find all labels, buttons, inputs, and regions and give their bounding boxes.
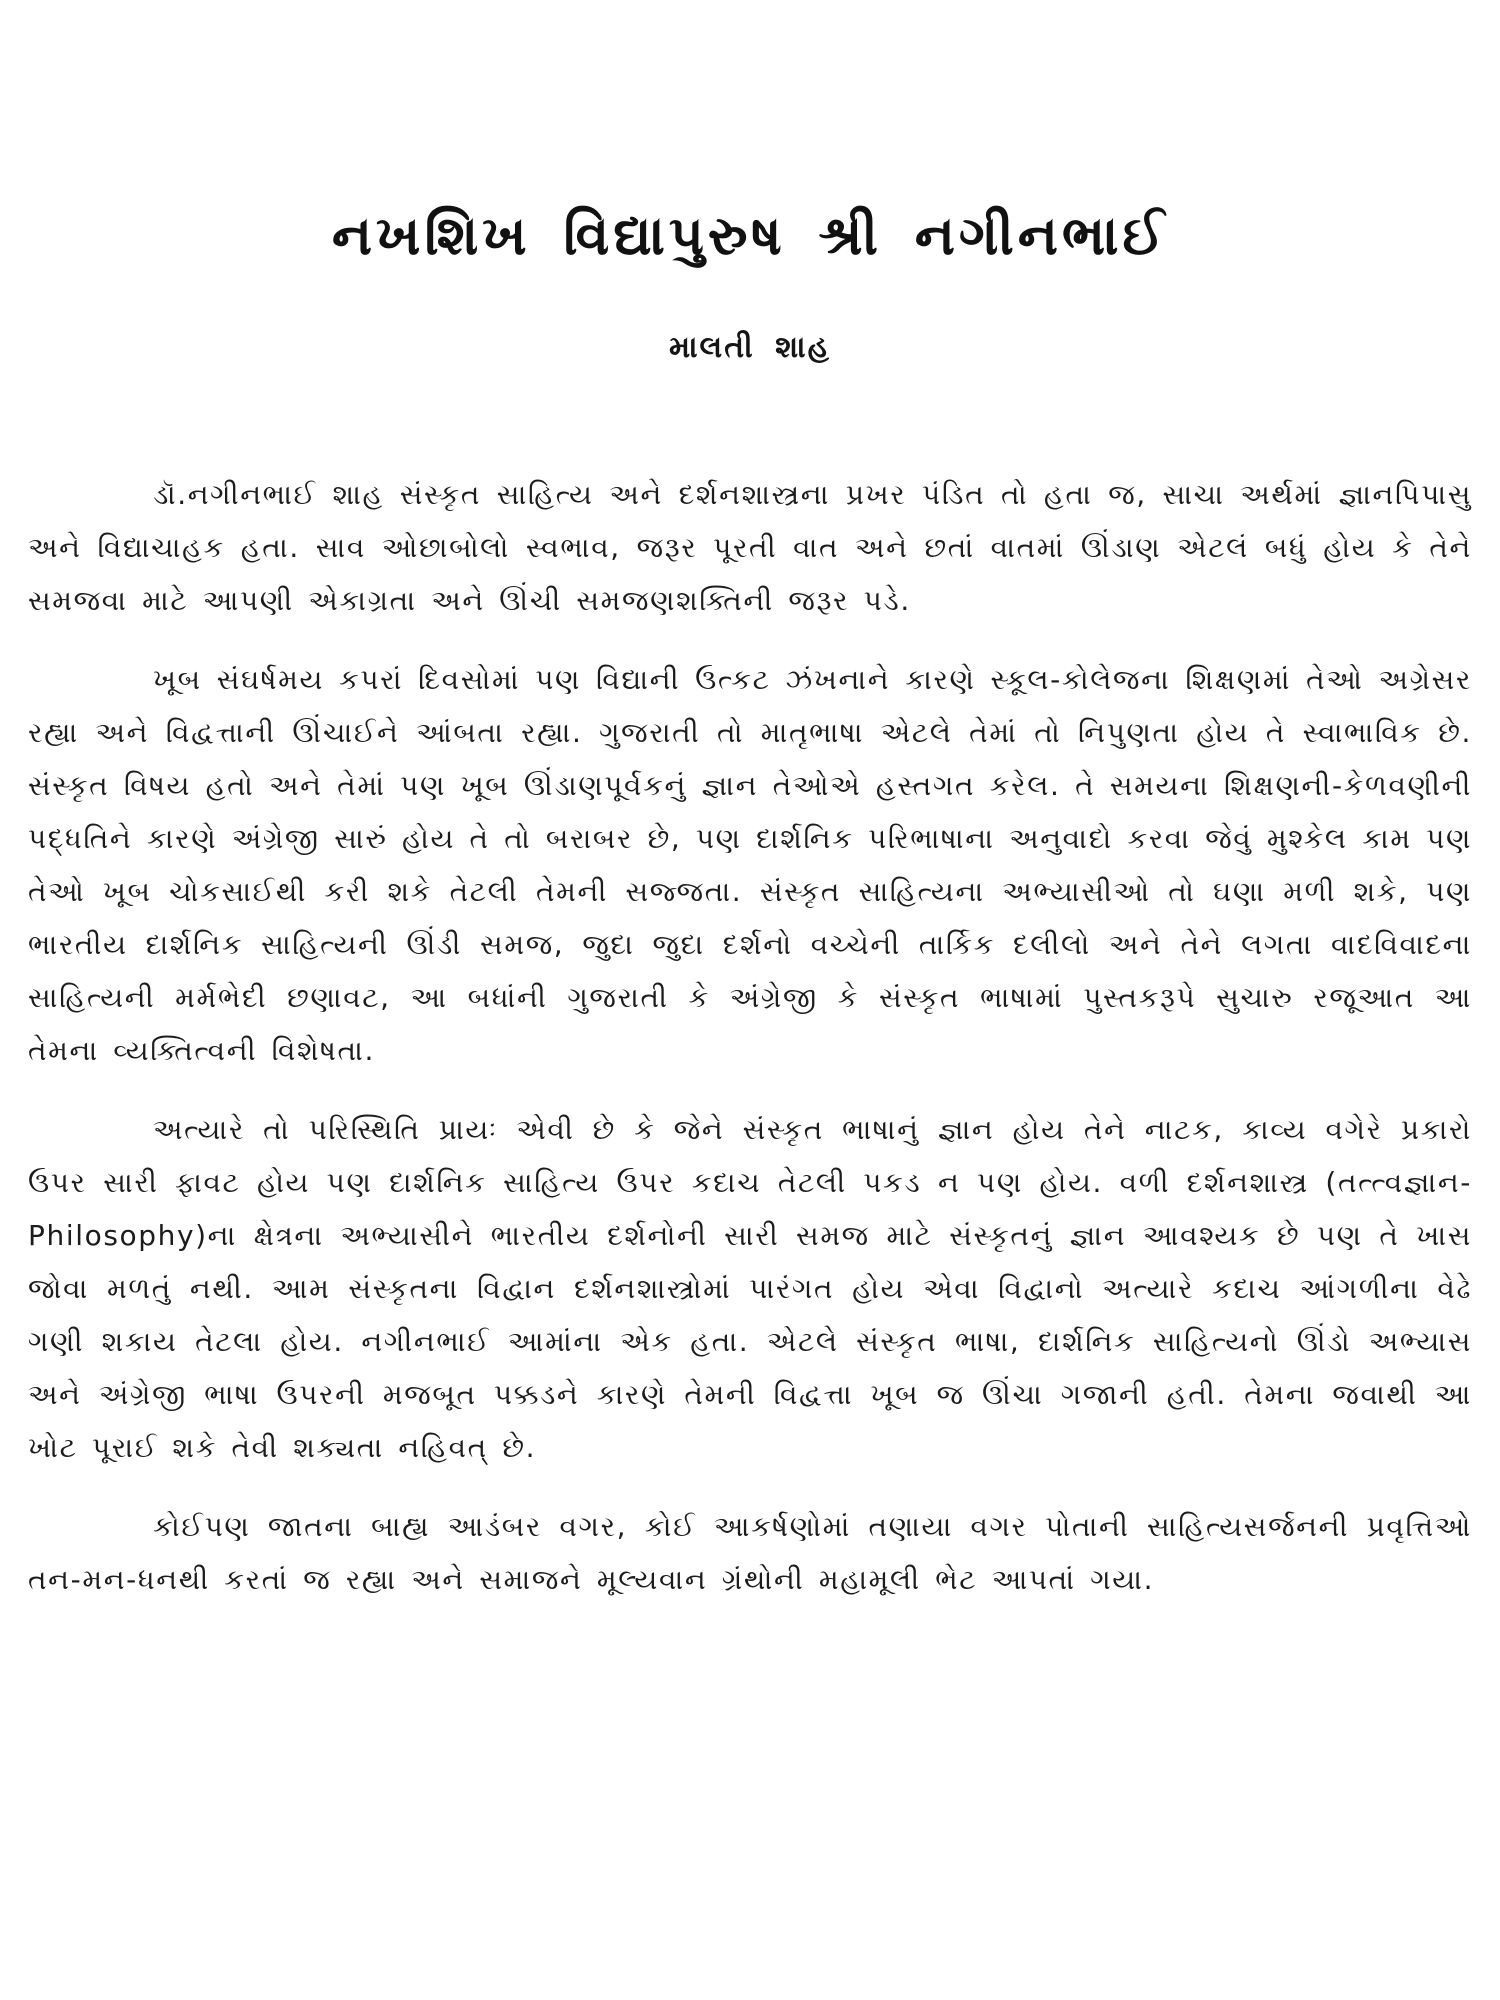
- paragraph-4: કોઈપણ જાતના બાહ્ય આડંબર વગર, કોઈ આકર્ષણોમાં તણાયા વગર પોતાની સાહિત્યસર્જનની પ્રવૃત્તિઓ તન-મન-ધનથી કરતાં જ રહ્યા અને સમાજને મૂલ્યવાન ગ્રંથોની મહામૂલી ભેટ આપતાં ગયા.: [28, 1510, 1472, 1596]
- paragraph-1: ડૉ.નગીનભાઈ શાહ સંસ્કૃત સાહિત્ય અને દર્શનશાસ્ત્રના પ્રખર પંડિત તો હતા જ, સાચા અર્થમાં જ્ઞાનપિપાસુ અને વિદ્યાચાહક હતા. સાવ ઓછાબોલો સ્વભાવ, જરૂર પૂરતી વાત અને છતાં વાતમાં ઊંડાણ એટલં બધું હોય કે તેને સમજવા માટે આપણી એકાગ્રતા અને ઊંચી સમજણશક્તિની જરૂર પડે.: [28, 478, 1472, 617]
- paragraph-3: અત્યારે તો પરિસ્થિતિ પ્રાયઃ એવી છે કે જેને સંસ્કૃત ભાષાનું જ્ઞાન હોય તેને નાટક, કાવ્ય વગેરે પ્રકારો ઉપર સારી ફાવટ હોય પણ દાર્શનિક સાહિત્ય ઉપર કદાચ તેટલી પકડ ન પણ હોય. વળી દર્શનશાસ્ત્ર (તત્ત્વજ્ઞાન-Philosophy)ના ક્ષેત્રના અભ્યાસીને ભારતીય દર્શનોની સારી સમજ માટે સંસ્કૃતનું જ્ઞાન આવશ્યક છે પણ તે ખાસ જોવા મળતું નથી. આમ સંસ્કૃતના વિદ્વાન દર્શનશાસ્ત્રોમાં પારંગત હોય એવા વિદ્વાનો અત્યારે કદાચ આંગળીના વેઢે ગણી શકાય તેટલા હોય. નગીનભાઈ આમાંના એક હતા. એટલે સંસ્કૃત ભાષા, દાર્શનિક સાહિત્યનો ઊંડો અભ્યાસ અને અંગ્રેજી ભાષા ઉપરની મજબૂત પક્કડને કારણે તેમની વિદ્વત્તા ખૂબ જ ઊંચા ગજાની હતી. તેમના જવાથી આ ખોટ પૂરાઈ શકે તેવી શક્યતા નહિવત્ છે.: [28, 1113, 1472, 1464]
- author-name: માલતી શાહ: [669, 330, 831, 365]
- page-title: નખશિખ વિદ્યાપુરુષ શ્રી નગીનભાઈ: [331, 204, 1169, 268]
- paragraph-2: ખૂબ સંઘર્ષમય કપરાં દિવસોમાં પણ વિદ્યાની ઉત્કટ ઝંખનાને કારણે સ્કૂલ-કોલેજના શિક્ષણમાં તેઓ અગ્રેસર રહ્યા અને વિદ્વત્તાની ઊંચાઈને આંબતા રહ્યા. ગુજરાતી તો માતૃભાષા એટલે તેમાં તો નિપુણતા હોય તે સ્વાભાવિક છે. સંસ્કૃત વિષય હતો અને તેમાં પણ ખૂબ ઊંડાણપૂર્વકનું જ્ઞાન તેઓએ હસ્તગત કરેલ. તે સમયના શિક્ષણની-કેળવણીની પદ્ધતિને કારણે અંગ્રેજી સારું હોય તે તો બરાબર છે, પણ દાર્શનિક પરિભાષાના અનુવાદો કરવા જેવું મુશ્કેલ કામ પણ તેઓ ખૂબ ચોકસાઈથી કરી શકે તેટલી તેમની સજ્જતા. સંસ્કૃત સાહિત્યના અભ્યાસીઓ તો ઘણા મળી શકે, પણ ભારતીય દાર્શનિક સાહિત્યની ઊંડી સમજ, જુદા જુદા દર્શનો વચ્ચેની તાર્કિક દલીલો અને તેને લગતા વાદવિવાદના સાહિત્યની મર્મભેદી છણાવટ, આ બધાંની ગુજરાતી કે અંગ્રેજી કે સંસ્કૃત ભાષામાં પુસ્તકરૂપે સુચારુ રજૂઆત આ તેમના વ્યક્તિત્વની વિશેષતા.: [28, 663, 1472, 1067]
- article-body: [28, 468, 1472, 1632]
